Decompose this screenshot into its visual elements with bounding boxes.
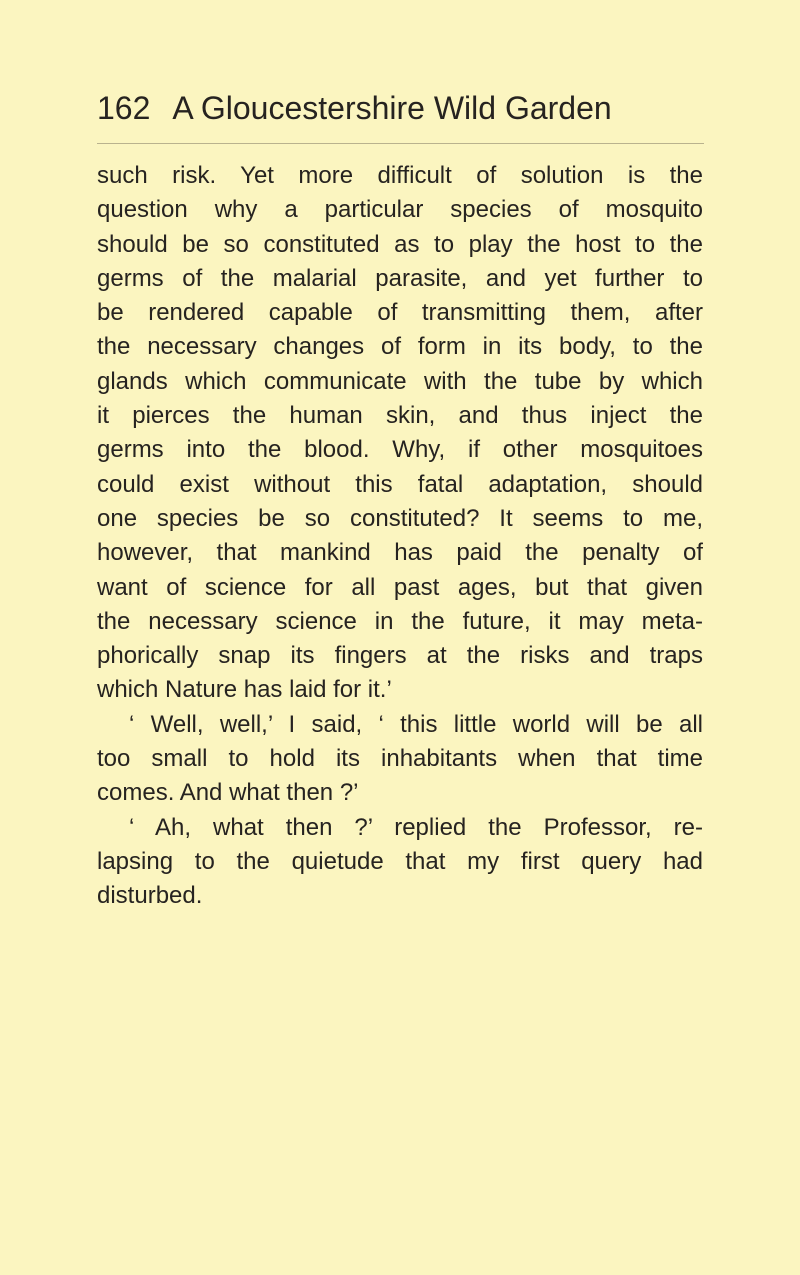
text-line: disturbed. bbox=[97, 882, 203, 910]
text-line: question why a particular species of mosquito bbox=[97, 196, 703, 224]
text-line: phorically snap its fingers at the risks and traps bbox=[97, 642, 703, 670]
header-rule bbox=[97, 143, 704, 144]
text-line: ‘ Ah, what then ?’ replied the Professor, re- bbox=[129, 813, 703, 841]
body-text bbox=[97, 159, 703, 914]
text-line: be rendered capable of transmitting them, after bbox=[97, 299, 703, 327]
text-line: germs of the malarial parasite, and yet further to bbox=[97, 264, 703, 292]
text-line: however, that mankind has paid the penalty of bbox=[97, 539, 703, 567]
text-line: want of science for all past ages, but that given bbox=[97, 573, 703, 601]
text-line: germs into the blood. Why, if other mosquitoes bbox=[97, 436, 703, 464]
text-line: too small to hold its inhabitants when that time bbox=[97, 745, 703, 773]
text-line: comes. And what then ?’ bbox=[97, 779, 359, 807]
running-head bbox=[97, 84, 703, 132]
text-line: glands which communicate with the tube by which bbox=[97, 367, 703, 395]
text-line: it pierces the human skin, and thus inject the bbox=[97, 402, 703, 430]
text-line: the necessary science in the future, it may meta- bbox=[97, 607, 703, 635]
text-line: such risk. Yet more difficult of solution is the bbox=[97, 162, 703, 189]
page-number: 162 bbox=[97, 90, 151, 126]
text-line: should be so constituted as to play the host to the bbox=[97, 230, 703, 258]
text-line: the necessary changes of form in its body, to the bbox=[97, 333, 703, 361]
book-title: A Gloucestershire Wild Garden bbox=[172, 90, 612, 126]
text-line: which Nature has laid for it.’ bbox=[97, 676, 392, 704]
text-line: one species be so constituted? It seems to me, bbox=[97, 504, 703, 532]
text-line: lapsing to the quietude that my first query had bbox=[97, 847, 703, 875]
text-line: could exist without this fatal adaptation, should bbox=[97, 470, 703, 498]
text-line: ‘ Well, well,’ I said, ‘ this little world will be all bbox=[129, 710, 703, 738]
